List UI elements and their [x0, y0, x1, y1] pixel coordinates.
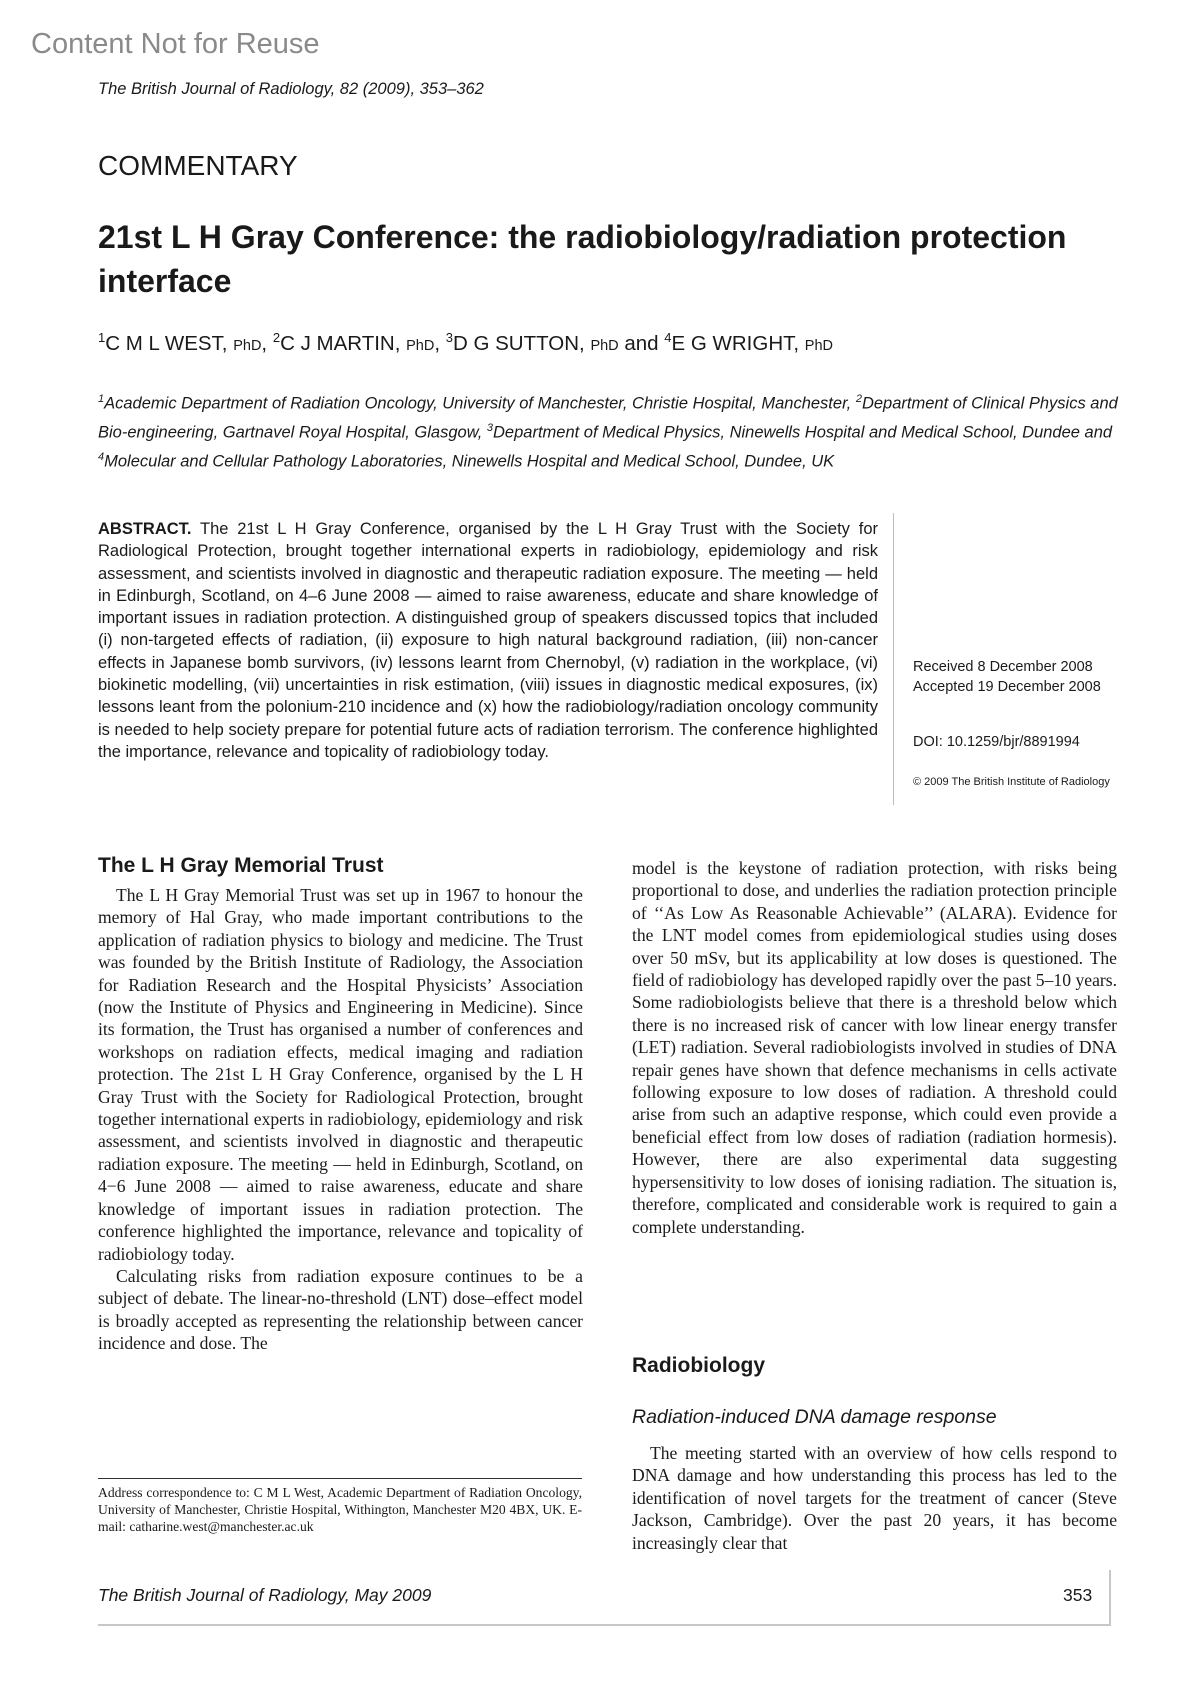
paragraph: The L H Gray Memorial Trust was set up in 1967 to honour the memory of Hal Gray, who made important contributions to the application of radiation physics to biology and medicine. The Trust was founded by the British Institute of Radiology, the Association for Radiation Research and the Hospital Physicists’ Association (now the Institute of Physics and Engineering in Medicine). Since its formation, the Trust has organised a number of conferences and workshops on radiation effects, medical imaging and radiation protection. The 21st L H Gray Conference, organised by the L H Gray Trust with the Society for Radiological Protection, brought together international experts in radiobiology, epidemiology and risk assessment, and scientists involved in diagnostic and therapeutic radiation exposure. The meeting — held in Edinburgh, Scotland, on 4−6 June 2008 — aimed to raise awareness, educate and share knowledge of important issues in radiation protection. The conference highlighted the importance, relevance and topicality of radiobiology today.	[98, 885, 583, 1264]
footnote-rule	[98, 1478, 582, 1479]
footer-rule	[98, 1624, 1110, 1626]
right-column-continued	[632, 1442, 1117, 1554]
author-3: $^3$D G SUTTON, PhD	[445, 330, 619, 355]
received-date: Received 8 December 2008	[913, 659, 1093, 675]
author-4: $^4$E G WRIGHT, PhD	[664, 330, 833, 355]
watermark-text: Content Not for Reuse	[31, 28, 320, 60]
footer-corner-rule	[1109, 1570, 1111, 1626]
copyright: © 2009 The British Institute of Radiology	[913, 776, 1110, 788]
abstract-label: ABSTRACT.	[98, 520, 192, 538]
abstract	[98, 518, 878, 763]
journal-header: The British Journal of Radiology, 82 (2009), 353–362	[98, 80, 484, 98]
right-column	[632, 857, 1117, 1238]
article-title: 21st L H Gray Conference: the radiobiology/radiation protection interface	[98, 219, 1067, 299]
doi: DOI: 10.1259/bjr/8891994	[913, 734, 1080, 750]
page-number: 353	[1063, 1585, 1093, 1605]
author-1: $^1$C M L WEST, PhD,	[98, 330, 273, 355]
correspondence-footnote: Address correspondence to: C M L West, Academic Department of Radiation Oncology, University of Manchester, Christie Hospital, Withington, Manchester M20 4BX, UK. E-mail: catharine.west@manchester.ac.uk	[98, 1485, 582, 1534]
abstract-text: The 21st L H Gray Conference, organised by the L H Gray Trust with the Society for Radiological Protection, brought together international experts in radiobiology, epidemiology and risk assessment, and scientists involved in diagnostic and therapeutic radiation exposure. The meeting — held in Edinburgh, Scotland, on 4–6 June 2008 — aimed to raise awareness, educate and share knowledge of important issues in radiation protection. A distinguished group of speakers discussed topics that included (i) non-targeted effects of radiation, (ii) exposure to high natural background radiation, (iii) non-cancer effects in Japanese bomb survivors, (iv) lessons learnt from Chernobyl, (v) radiation in the workplace, (vi) biokinetic modelling, (vii) uncertainties in risk estimation, (viii) issues in diagnostic medical exposures, (ix) lessons leant from the polonium-210 incidence and (x) how the radiobiology/radiation oncology community is needed to help society prepare for potential future acts of radiation terrorism. The conference highlighted the importance, relevance and topicality of radiobiology today.	[98, 520, 878, 761]
affiliations: $^1$Academic Department of Radiation Oncology, University of Manchester, Christie Hospital, Manchester, $^2$Department of Clinical Physics and Bio-engineering, Gartnavel Royal Hospital, Glasgow, $^3$Department of Medical Physics, Ninewells Hospital and Medical School, Dundee and $^4$Molecular and Cellular Pathology Laboratories, Ninewells Hospital and Medical School, Dundee, UK	[98, 393, 1118, 471]
authors-and: and	[624, 331, 659, 355]
section-heading-trust: The L H Gray Memorial Trust	[98, 854, 384, 877]
accepted-date: Accepted 19 December 2008	[913, 678, 1101, 695]
author-list	[98, 330, 833, 356]
section-heading-radiobiology: Radiobiology	[632, 1354, 765, 1377]
section-label: COMMENTARY	[98, 150, 298, 181]
subsection-heading-dna: Radiation-induced DNA damage response	[632, 1406, 997, 1428]
paragraph: The meeting started with an overview of how cells respond to DNA damage and how understanding this process has led to the identification of novel targets for the treatment of cancer (Steve Jackson, Cambridge). Over the past 20 years, it has become increasingly clear that	[632, 1443, 1117, 1553]
left-column	[98, 884, 583, 1355]
author-2: $^2$C J MARTIN, PhD,	[272, 330, 446, 355]
received-info	[913, 658, 1123, 697]
paragraph: model is the keystone of radiation protection, with risks being proportional to dose, and underlies the radiation protection principle of ‘‘As Low As Reasonable Achievable’’ (ALARA). Evidence for the LNT model comes from epidemiological studies using doses over 50 mSv, but its applicability at low doses is questioned. The field of radiobiology has developed rapidly over the past 5–10 years. Some radiobiologists believe that there is a threshold below which there is no increased risk of cancer with low linear energy transfer (LET) radiation. Several radiobiologists involved in studies of DNA repair genes have shown that defence mechanisms in cells activate following exposure to low doses of radiation. A threshold could arise from such an adaptive response, which could even provide a beneficial effect from low doses of radiation (radiation hormesis). However, there are also experimental data suggesting hypersensitivity to low doses of ionising radiation. The situation is, therefore, complicated and considerable work is required to gain a complete understanding.	[632, 858, 1117, 1237]
footer-journal: The British Journal of Radiology, May 2009	[98, 1585, 432, 1605]
paragraph: Calculating risks from radiation exposure continues to be a subject of debate. The linear-no-threshold (LNT) dose–effect model is broadly accepted as representing the relationship between cancer incidence and dose. The	[98, 1265, 583, 1354]
abstract-divider	[893, 513, 894, 805]
